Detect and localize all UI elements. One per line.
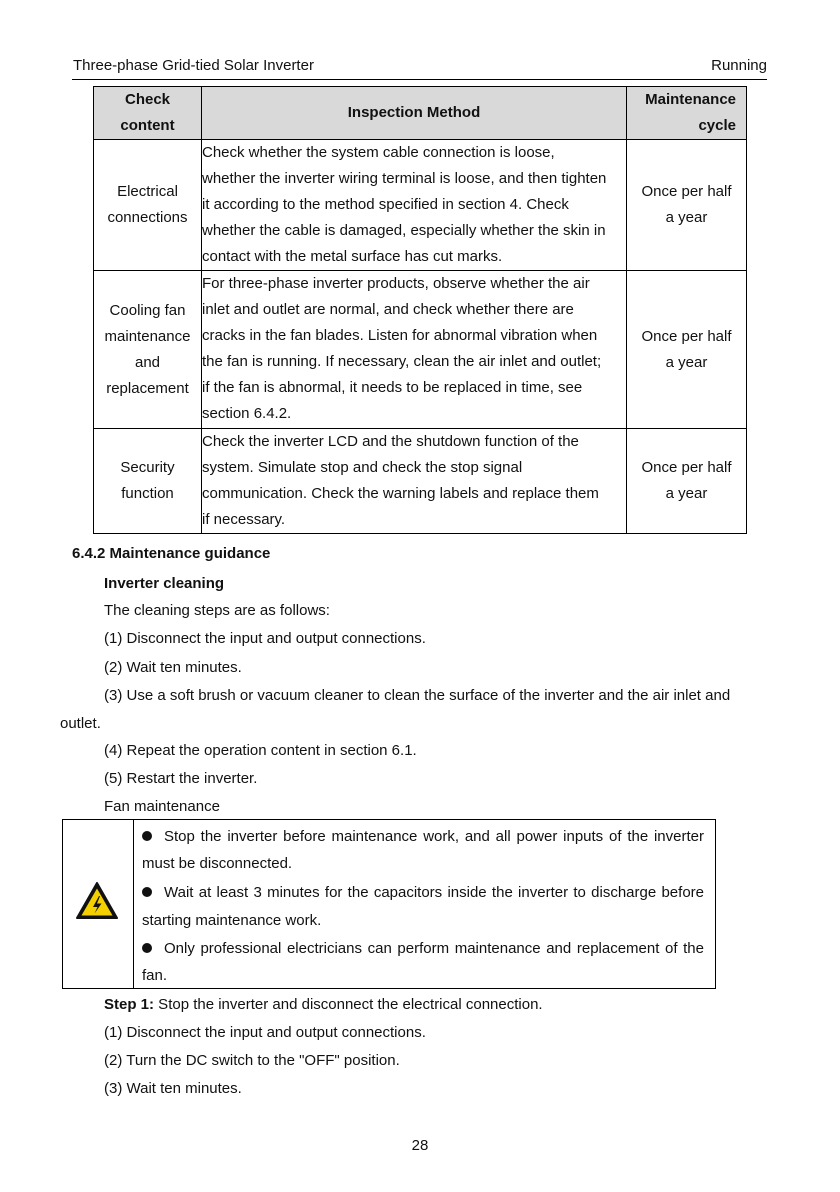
section-title: 6.4.2 Maintenance guidance [72,545,271,562]
warning-item-continued: must be disconnected. [142,855,293,872]
step-1: Step 1: Stop the inverter and disconnect the electrical connection. [104,996,543,1013]
cleaning-step: (1) Disconnect the input and output connections. [104,630,426,647]
header-chapter: Running [711,57,767,74]
electrical-hazard-warning-icon [76,882,118,920]
bullet-icon [142,831,152,841]
method-cell: For three-phase inverter products, observe whether the air inlet and outlet are normal, and check whether there are cracks in the fan blades. Listen for abnormal vibration when the fan is running. If necessary, clean the air inlet and outlet; if the fan is abnormal, it needs to be replaced in time, see section 6.4.2. [202,271,627,429]
bullet-icon [142,887,152,897]
header-check-content: Check content [94,87,202,140]
cleaning-step: (2) Wait ten minutes. [104,659,242,676]
warning-item: Stop the inverter before maintenance work, and all power inputs of the inverter [142,828,704,846]
warning-item: Only professional electricians can perform maintenance and replacement of the [142,940,704,958]
table-row [94,271,747,429]
warning-item-continued: starting maintenance work. [142,912,322,929]
cycle-cell: Once per half a year [627,140,747,271]
cleaning-step: (4) Repeat the operation content in section 6.1. [104,742,417,759]
method-cell: Check the inverter LCD and the shutdown function of the system. Simulate stop and check the stop signal communication. Check the warning labels and replace them if necessary. [202,429,627,534]
header-title: Three-phase Grid-tied Solar Inverter [73,57,314,74]
cleaning-heading: Inverter cleaning [104,575,225,592]
check-cell: Security function [94,429,202,534]
cleaning-step: (3) Use a soft brush or vacuum cleaner to clean the surface of the inverter and the air inlet and [104,687,731,704]
table-header-row [94,87,747,140]
cleaning-step: (5) Restart the inverter. [104,770,258,787]
cleaning-intro: The cleaning steps are as follows: [104,602,330,619]
header-rule [72,79,767,80]
warning-box [62,819,716,989]
table-row [94,429,747,534]
step-1-item: (1) Disconnect the input and output connections. [104,1024,426,1041]
warning-item: Wait at least 3 minutes for the capacitors inside the inverter to discharge before [142,884,704,902]
cleaning-step-continued: outlet. [60,715,101,732]
step-1-item: (2) Turn the DC switch to the "OFF" position. [104,1052,400,1069]
cycle-cell: Once per half a year [627,271,747,429]
check-cell: Cooling fan maintenance and replacement [94,271,202,429]
warning-divider [133,820,134,988]
header-maintenance-cycle: Maintenance cycle [627,87,747,140]
check-cell: Electrical connections [94,140,202,271]
header-inspection-method: Inspection Method [202,87,627,140]
method-cell: Check whether the system cable connection is loose, whether the inverter wiring terminal is loose, and then tighten it according to the method specified in section 4. Check whether the cable is damaged, especially whether the skin in contact with the metal surface has cut marks. [202,140,627,271]
maintenance-table [93,86,747,534]
cycle-cell: Once per half a year [627,429,747,534]
bullet-icon [142,943,152,953]
warning-item-continued: fan. [142,967,168,984]
table-row [94,140,747,271]
page-number: 28 [411,1137,429,1154]
step-1-item: (3) Wait ten minutes. [104,1080,242,1097]
fan-heading: Fan maintenance [104,798,220,815]
